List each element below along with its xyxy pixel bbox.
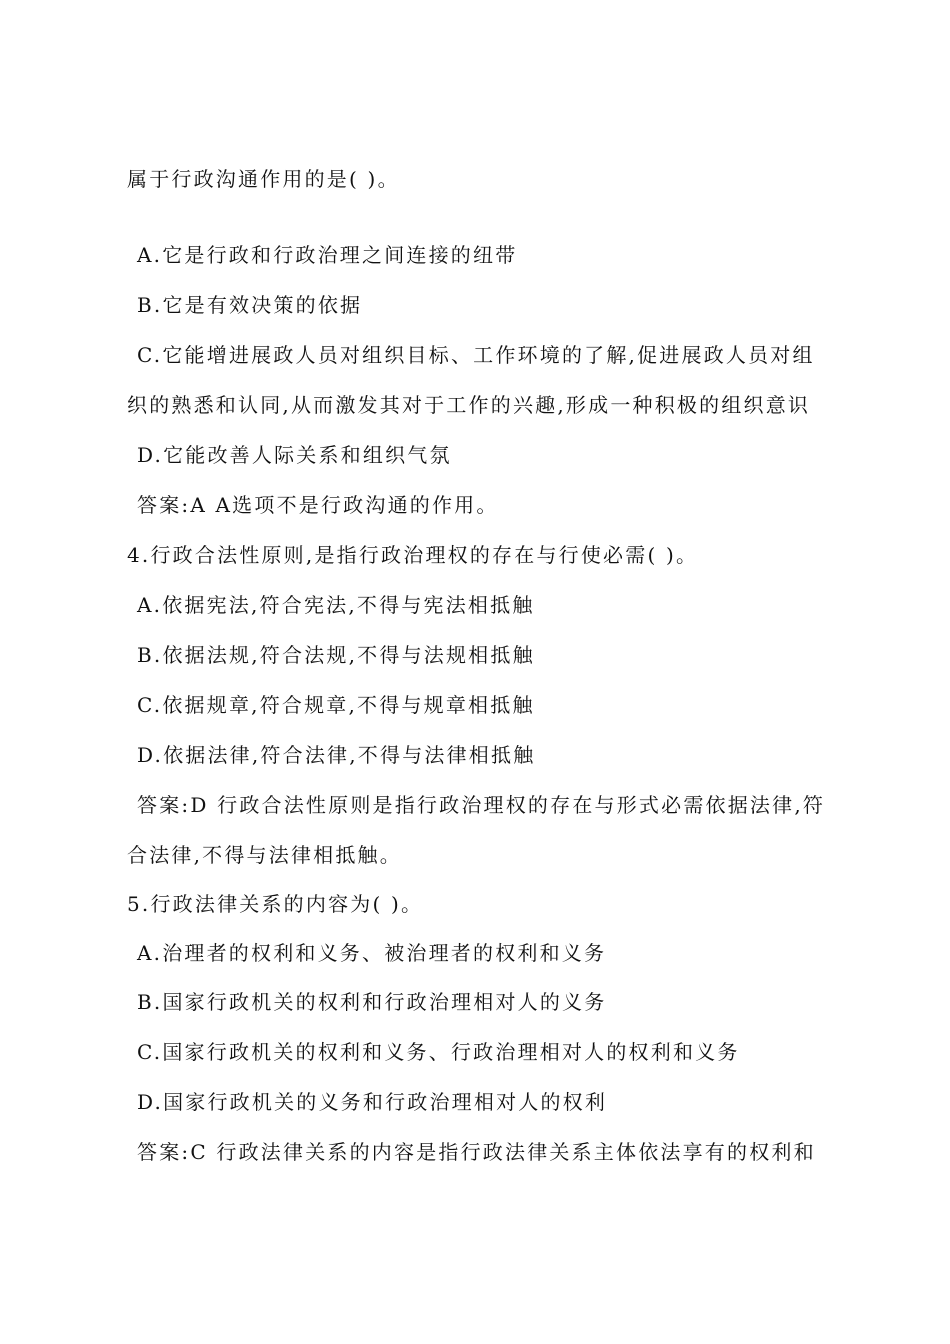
option-d-text: D.它能改善人际关系和组织气氛 (137, 443, 452, 467)
question-5-answer-text: 答案:C 行政法律关系的内容是指行政法律关系主体依法享有的权利和 (137, 1140, 816, 1164)
option-c-text-line-2: 织的熟悉和认同,从而激发其对于工作的兴趣,形成一种积极的组织意识 (127, 393, 811, 417)
question-4-option-a-text: A.依据宪法,符合宪法,不得与宪法相抵触 (137, 593, 535, 617)
option-c-text-line-1: C.它能增进展政人员对组织目标、工作环境的了解,促进展政人员对组 (137, 343, 815, 367)
question-5-option-c-text: C.国家行政机关的权利和义务、行政治理相对人的权利和义务 (137, 1040, 740, 1064)
question-5-stem-text: 5.行政法律关系的内容为( )。 (127, 892, 424, 916)
question-4-answer-text-line-1: 答案:D 行政合法性原则是指行政治理权的存在与形式必需依据法律,符 (137, 793, 826, 817)
question-stem-text: 属于行政沟通作用的是( )。 (127, 167, 400, 191)
question-5-option-d-text: D.国家行政机关的义务和行政治理相对人的权利 (137, 1090, 608, 1114)
answer-text: 答案:A A选项不是行政沟通的作用。 (137, 493, 499, 517)
question-5-option-a-text: A.治理者的权利和义务、被治理者的权利和义务 (137, 941, 607, 965)
question-4-option-b-text: B.依据法规,符合法规,不得与法规相抵触 (137, 643, 535, 667)
option-a-text: A.它是行政和行政治理之间连接的纽带 (137, 243, 518, 267)
option-b-text: B.它是有效决策的依据 (137, 293, 363, 317)
question-5-option-b-text: B.国家行政机关的权利和行政治理相对人的义务 (137, 990, 607, 1014)
question-4-stem-text: 4.行政合法性原则,是指行政治理权的存在与行使必需( )。 (127, 543, 699, 567)
question-4-option-c-text: C.依据规章,符合规章,不得与规章相抵触 (137, 693, 535, 717)
question-4-answer-text-line-2: 合法律,不得与法律相抵触。 (127, 843, 402, 867)
question-4-option-d-text: D.依据法律,符合法律,不得与法律相抵触 (137, 743, 536, 767)
